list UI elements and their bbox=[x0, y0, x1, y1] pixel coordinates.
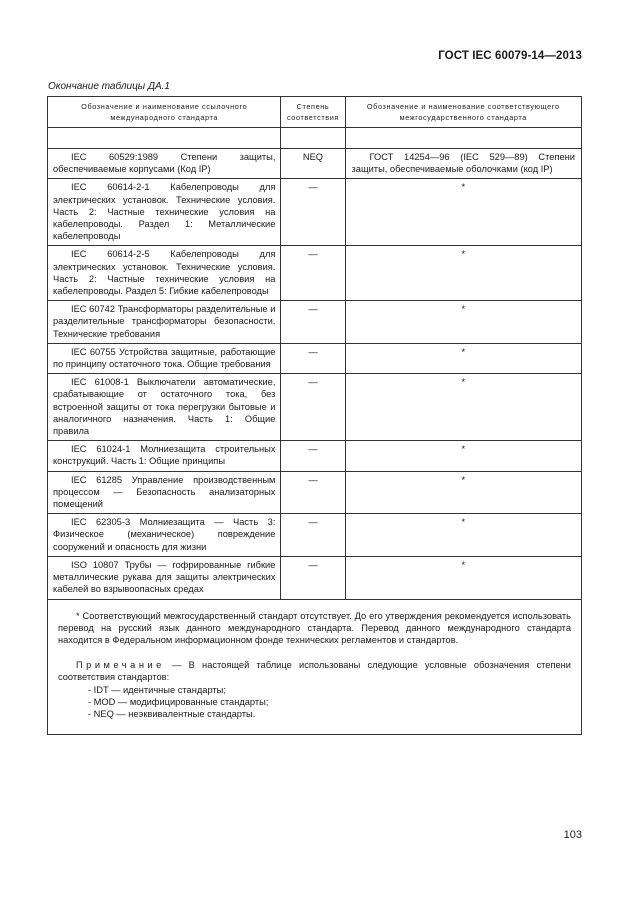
national-standard-cell: * bbox=[345, 343, 581, 373]
header-reference-standard: Обозначение и наименование ссылочного международного стандарта bbox=[48, 97, 281, 128]
degree-cell: — bbox=[281, 441, 345, 471]
degree-cell: — bbox=[281, 374, 345, 441]
table-row bbox=[48, 301, 582, 344]
table-spacer-row bbox=[48, 128, 582, 149]
footnote-text: * Соответствующий межгосударственный стандарт отсутствует. До его утверждения рекомендуется использовать перевод на русский язык данного международного стандарта. Перевод данного международного стандарта находится в Федеральном информационном фонде технических регламентов и стандартов. bbox=[58, 610, 571, 645]
header-degree-of-conformity: Степень соответствия bbox=[281, 97, 345, 128]
national-standard-cell: * bbox=[345, 374, 581, 441]
reference-standards-table bbox=[47, 96, 582, 735]
degree-cell: — bbox=[281, 556, 345, 599]
national-standard-cell: * bbox=[345, 179, 581, 246]
table-footnote-row bbox=[48, 599, 582, 735]
table-header-row bbox=[48, 97, 582, 128]
page-number: 103 bbox=[563, 829, 582, 841]
table-row bbox=[48, 374, 582, 441]
table-row bbox=[48, 471, 582, 514]
national-standard-cell: * bbox=[345, 514, 581, 557]
reference-standard-cell: IEC 61285 Управление производственным процессом — Безопасность анализаторных помещений bbox=[48, 471, 281, 514]
degree-cell: — bbox=[281, 343, 345, 373]
table-row bbox=[48, 441, 582, 471]
degree-cell: — bbox=[281, 246, 345, 301]
reference-standard-cell: IEC 62305-3 Молниезащита — Часть 3: Физическое (механическое) повреждение сооружений и опасность для жизни bbox=[48, 514, 281, 557]
degree-cell: — bbox=[281, 471, 345, 514]
reference-standard-cell: IEC 60755 Устройства защитные, работающие по принципу остаточного тока. Общие требования bbox=[48, 343, 281, 373]
note-paragraph bbox=[58, 659, 571, 683]
reference-standard-cell: IEC 61024-1 Молниезащита строительных конструкций. Часть 1: Общие принципы bbox=[48, 441, 281, 471]
note-list bbox=[58, 684, 571, 721]
table-row bbox=[48, 246, 582, 301]
document-standard-header: ГОСТ IEC 60079-14—2013 bbox=[438, 50, 582, 62]
list-item: - IDT — идентичные стандарты; bbox=[88, 684, 226, 695]
national-standard-cell: ГОСТ 14254—96 (IEC 529—89) Степени защиты, обеспечиваемые оболочками (код IP) bbox=[345, 149, 581, 179]
degree-cell: — bbox=[281, 514, 345, 557]
national-standard-cell: * bbox=[345, 301, 581, 344]
reference-standard-cell: IEC 60529:1989 Степени защиты, обеспечиваемые корпусами (Код IP) bbox=[48, 149, 281, 179]
national-standard-cell: * bbox=[345, 556, 581, 599]
list-item: - MOD — модифицированные стандарты; bbox=[88, 696, 269, 707]
note-text: — В настоящей таблице использованы следующие условные обозначения степени соответствия стандартов: bbox=[58, 660, 571, 683]
national-standard-cell: * bbox=[345, 246, 581, 301]
reference-standard-cell: IEC 60742 Трансформаторы разделительные и разделительные трансформаторы безопасности. Технические требования bbox=[48, 301, 281, 344]
national-standard-cell: * bbox=[345, 471, 581, 514]
table-row bbox=[48, 343, 582, 373]
table-row bbox=[48, 514, 582, 557]
degree-cell: — bbox=[281, 301, 345, 344]
table-row bbox=[48, 556, 582, 599]
reference-standard-cell: IEC 60614-2-1 Кабелепроводы для электрических установок. Технические условия. Часть 2: Частные технические условия на кабелепроводы. Раздел 1: Металлические кабелепроводы bbox=[48, 179, 281, 246]
degree-cell: — bbox=[281, 179, 345, 246]
table-row bbox=[48, 149, 582, 179]
reference-standard-cell: ISO 10807 Трубы — гофрированные гибкие металлические рукава для защиты электрических кабелей во взрывоопасных средах bbox=[48, 556, 281, 599]
table-row bbox=[48, 179, 582, 246]
reference-standard-cell: IEC 61008-1 Выключатели автоматические, срабатывающие от остаточного тока, без встроенной защиты от тока перегрузки бытовые и аналогичного назначения. Часть 1: Общие правила bbox=[48, 374, 281, 441]
degree-cell: NEQ bbox=[281, 149, 345, 179]
national-standard-cell: * bbox=[345, 441, 581, 471]
note-label: Примечание bbox=[76, 660, 165, 671]
reference-standard-cell: IEC 60614-2-5 Кабелепроводы для электрических установок. Технические условия. Часть 2: Частные технические условия на кабелепроводы. Раздел 5: Гибкие кабелепроводы bbox=[48, 246, 281, 301]
list-item: - NEQ — неэквивалентные стандарты. bbox=[88, 708, 256, 719]
footnote-cell bbox=[48, 599, 582, 735]
header-national-standard: Обозначение и наименование соответствующего межгосударственного стандарта bbox=[345, 97, 581, 128]
table-caption: Окончание таблицы ДА.1 bbox=[48, 81, 170, 92]
